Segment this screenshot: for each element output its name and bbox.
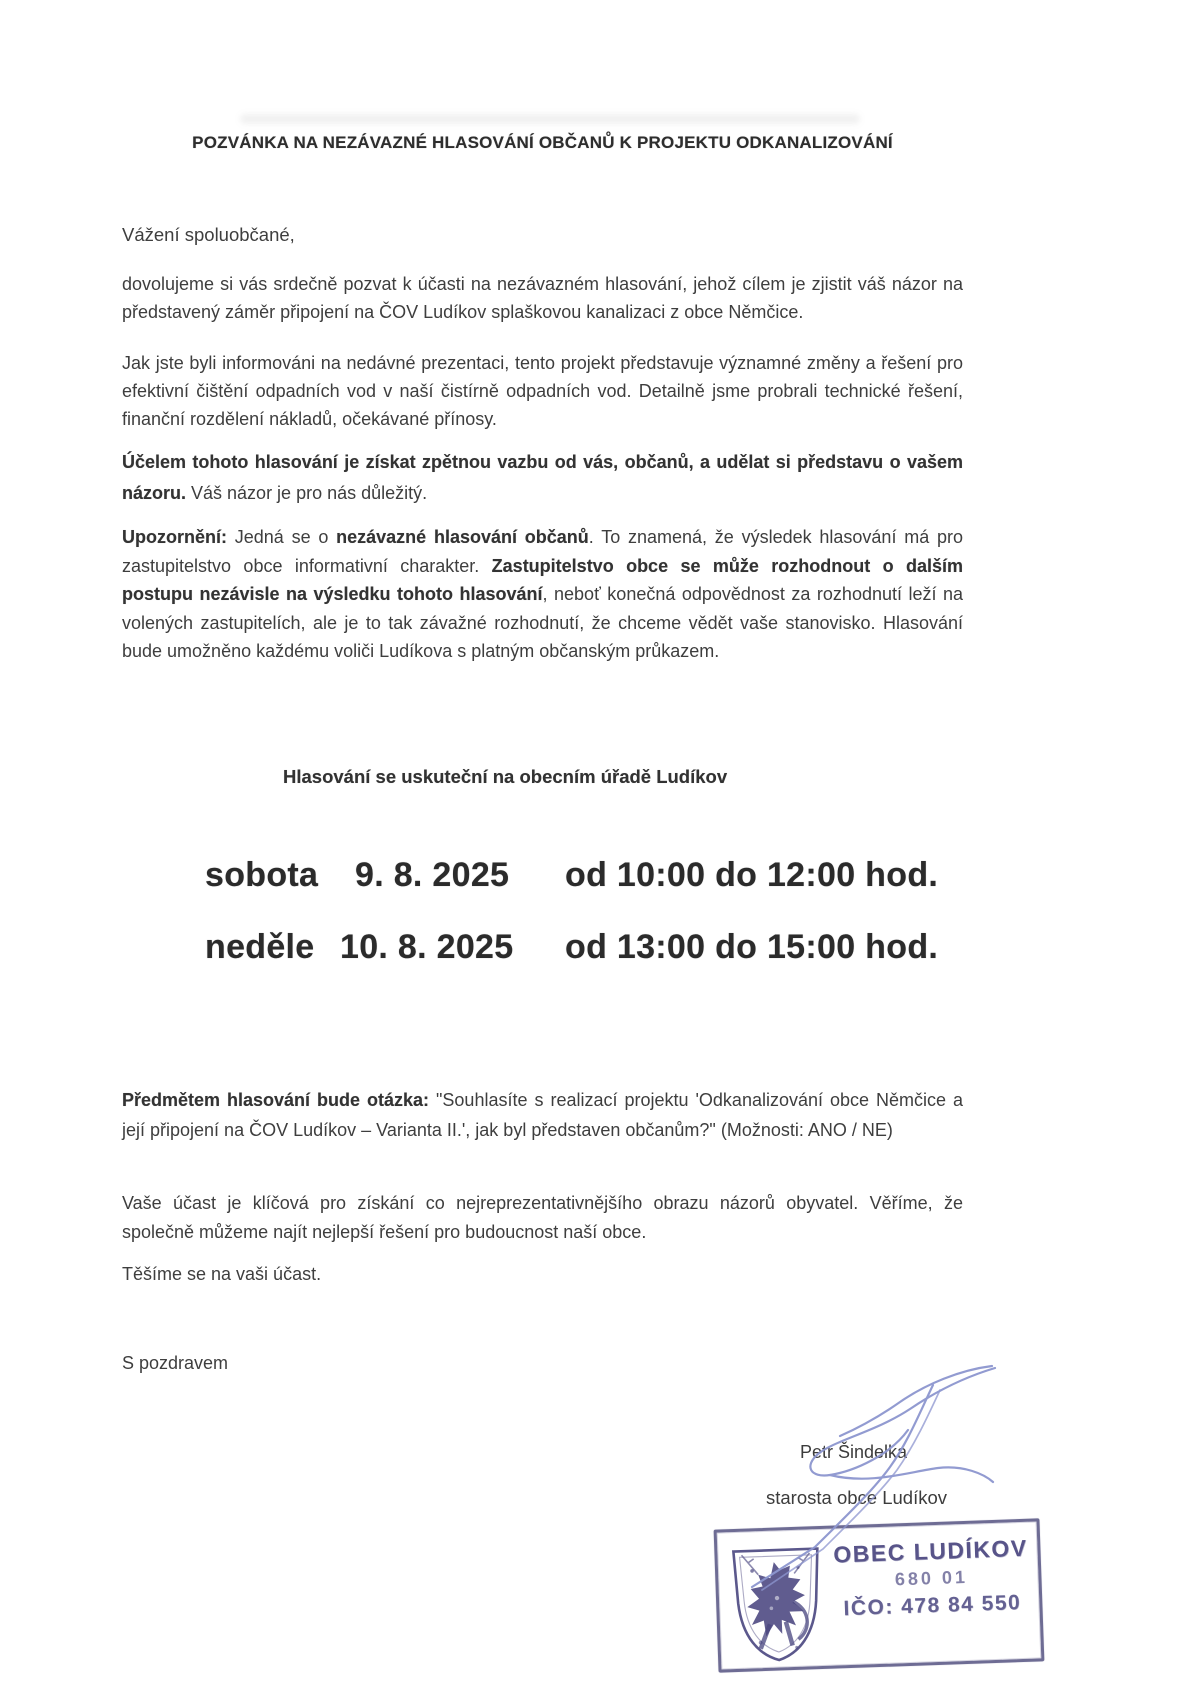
schedule-day: sobota — [205, 856, 319, 894]
schedule-row-saturday — [205, 856, 1005, 895]
schedule-row-sunday — [205, 928, 1005, 967]
notice-run-2: nezávazné hlasování občanů — [336, 527, 589, 547]
handwritten-signature — [740, 1352, 1010, 1597]
paragraph-notice — [122, 523, 963, 666]
schedule-day: neděle — [205, 928, 315, 966]
closing-salutation: S pozdravem — [122, 1353, 229, 1373]
schedule-time: od 13:00 do 15:00 hod. — [565, 928, 939, 966]
paragraph-invitation: dovolujeme si vás srdečně pozvat k účasti na nezávazném hlasování, jehož cílem je zjistit váš názor na představený záměr připojení na ČOV Ludíkov splaškovou kanalizaci z obce Němčice. — [122, 274, 963, 322]
stamp-municipality-name: OBEC LUDÍKOV — [832, 1534, 1029, 1568]
notice-run-4: Zastupitelstvo obce se může rozhodnout o dalším postupu nezávisle na výsledku tohoto hlasování — [122, 555, 963, 604]
schedule-time: od 10:00 do 12:00 hod. — [565, 856, 939, 894]
stamp-postal-code: 680 01 — [894, 1566, 969, 1590]
notice-run-1: Jedná se o — [227, 527, 337, 547]
signature-stroke — [830, 1467, 993, 1482]
paragraph-participation: Vaše účast je klíčová pro získání co nejreprezentativnějšího obrazu názorů obyvatel. Věříme, že společně můžeme najít nejlepší řešení pro budoucnost naší obce. — [122, 1193, 963, 1242]
signature-stroke — [752, 1385, 933, 1587]
purpose-bold-text: Účelem tohoto hlasování je získat zpětnou vazbu od vás, občanů, a udělat si představu o vašem názoru. — [122, 452, 963, 503]
schedule-date: 9. 8. 2025 — [355, 856, 510, 894]
question-lead: Předmětem hlasování bude otázka: — [122, 1090, 430, 1110]
signer-role: starosta obce Ludíkov — [766, 1487, 947, 1508]
venue-line: Hlasování se uskuteční na obecním úřadě Ludíkov — [283, 766, 728, 787]
question-text: "Souhlasíte s realizací projektu 'Odkanalizování obce Němčice a její připojení na ČOV Ludíkov – Varianta II.', jak byl představen občanům?" (Možnosti: ANO / NE) — [122, 1090, 963, 1140]
notice-run-5: , neboť konečná odpovědnost za rozhodnutí leží na volených zastupitelích, ale je to tak závažné rozhodnutí, že chceme vědět vaše stanovisko. Hlasování bude umožněno každému voliči Ludíkova s platným občanským průkazem. — [122, 584, 963, 661]
document-title: POZVÁNKA NA NEZÁVAZNÉ HLASOVÁNÍ OBČANŮ K PROJEKTU ODKANALIZOVÁNÍ — [192, 133, 893, 152]
purpose-rest-text: Váš názor je pro nás důležitý. — [186, 483, 428, 503]
signature-stroke — [810, 1368, 995, 1475]
paragraph-question — [122, 1085, 963, 1145]
greeting: Vážení spoluobčané, — [122, 224, 295, 245]
notice-run-3: . To znamená, že výsledek hlasování má pro zastupitelstvo obce informativní charakter. — [122, 527, 964, 576]
signature-stroke — [762, 1390, 940, 1590]
paragraph-project-info: Jak jste byli informováni na nedávné prezentaci, tento projekt představuje významné změny a řešení pro efektivní čištění odpadních vod v naší čistírně odpadních vod. Detailně jsme probrali technické řešení, finanční rozdělení nákladů, očekávané přínosy. — [122, 353, 963, 429]
scan-artifact — [240, 114, 860, 124]
schedule-date: 10. 8. 2025 — [340, 928, 514, 966]
notice-label: Upozornění: — [122, 527, 227, 547]
signer-name: Petr Šindelka — [800, 1442, 908, 1462]
paragraph-looking-forward: Těšíme se na vaši účast. — [122, 1264, 322, 1284]
paragraph-purpose — [122, 447, 963, 509]
stamp-ico-number: IČO: 478 84 550 — [843, 1591, 1022, 1621]
